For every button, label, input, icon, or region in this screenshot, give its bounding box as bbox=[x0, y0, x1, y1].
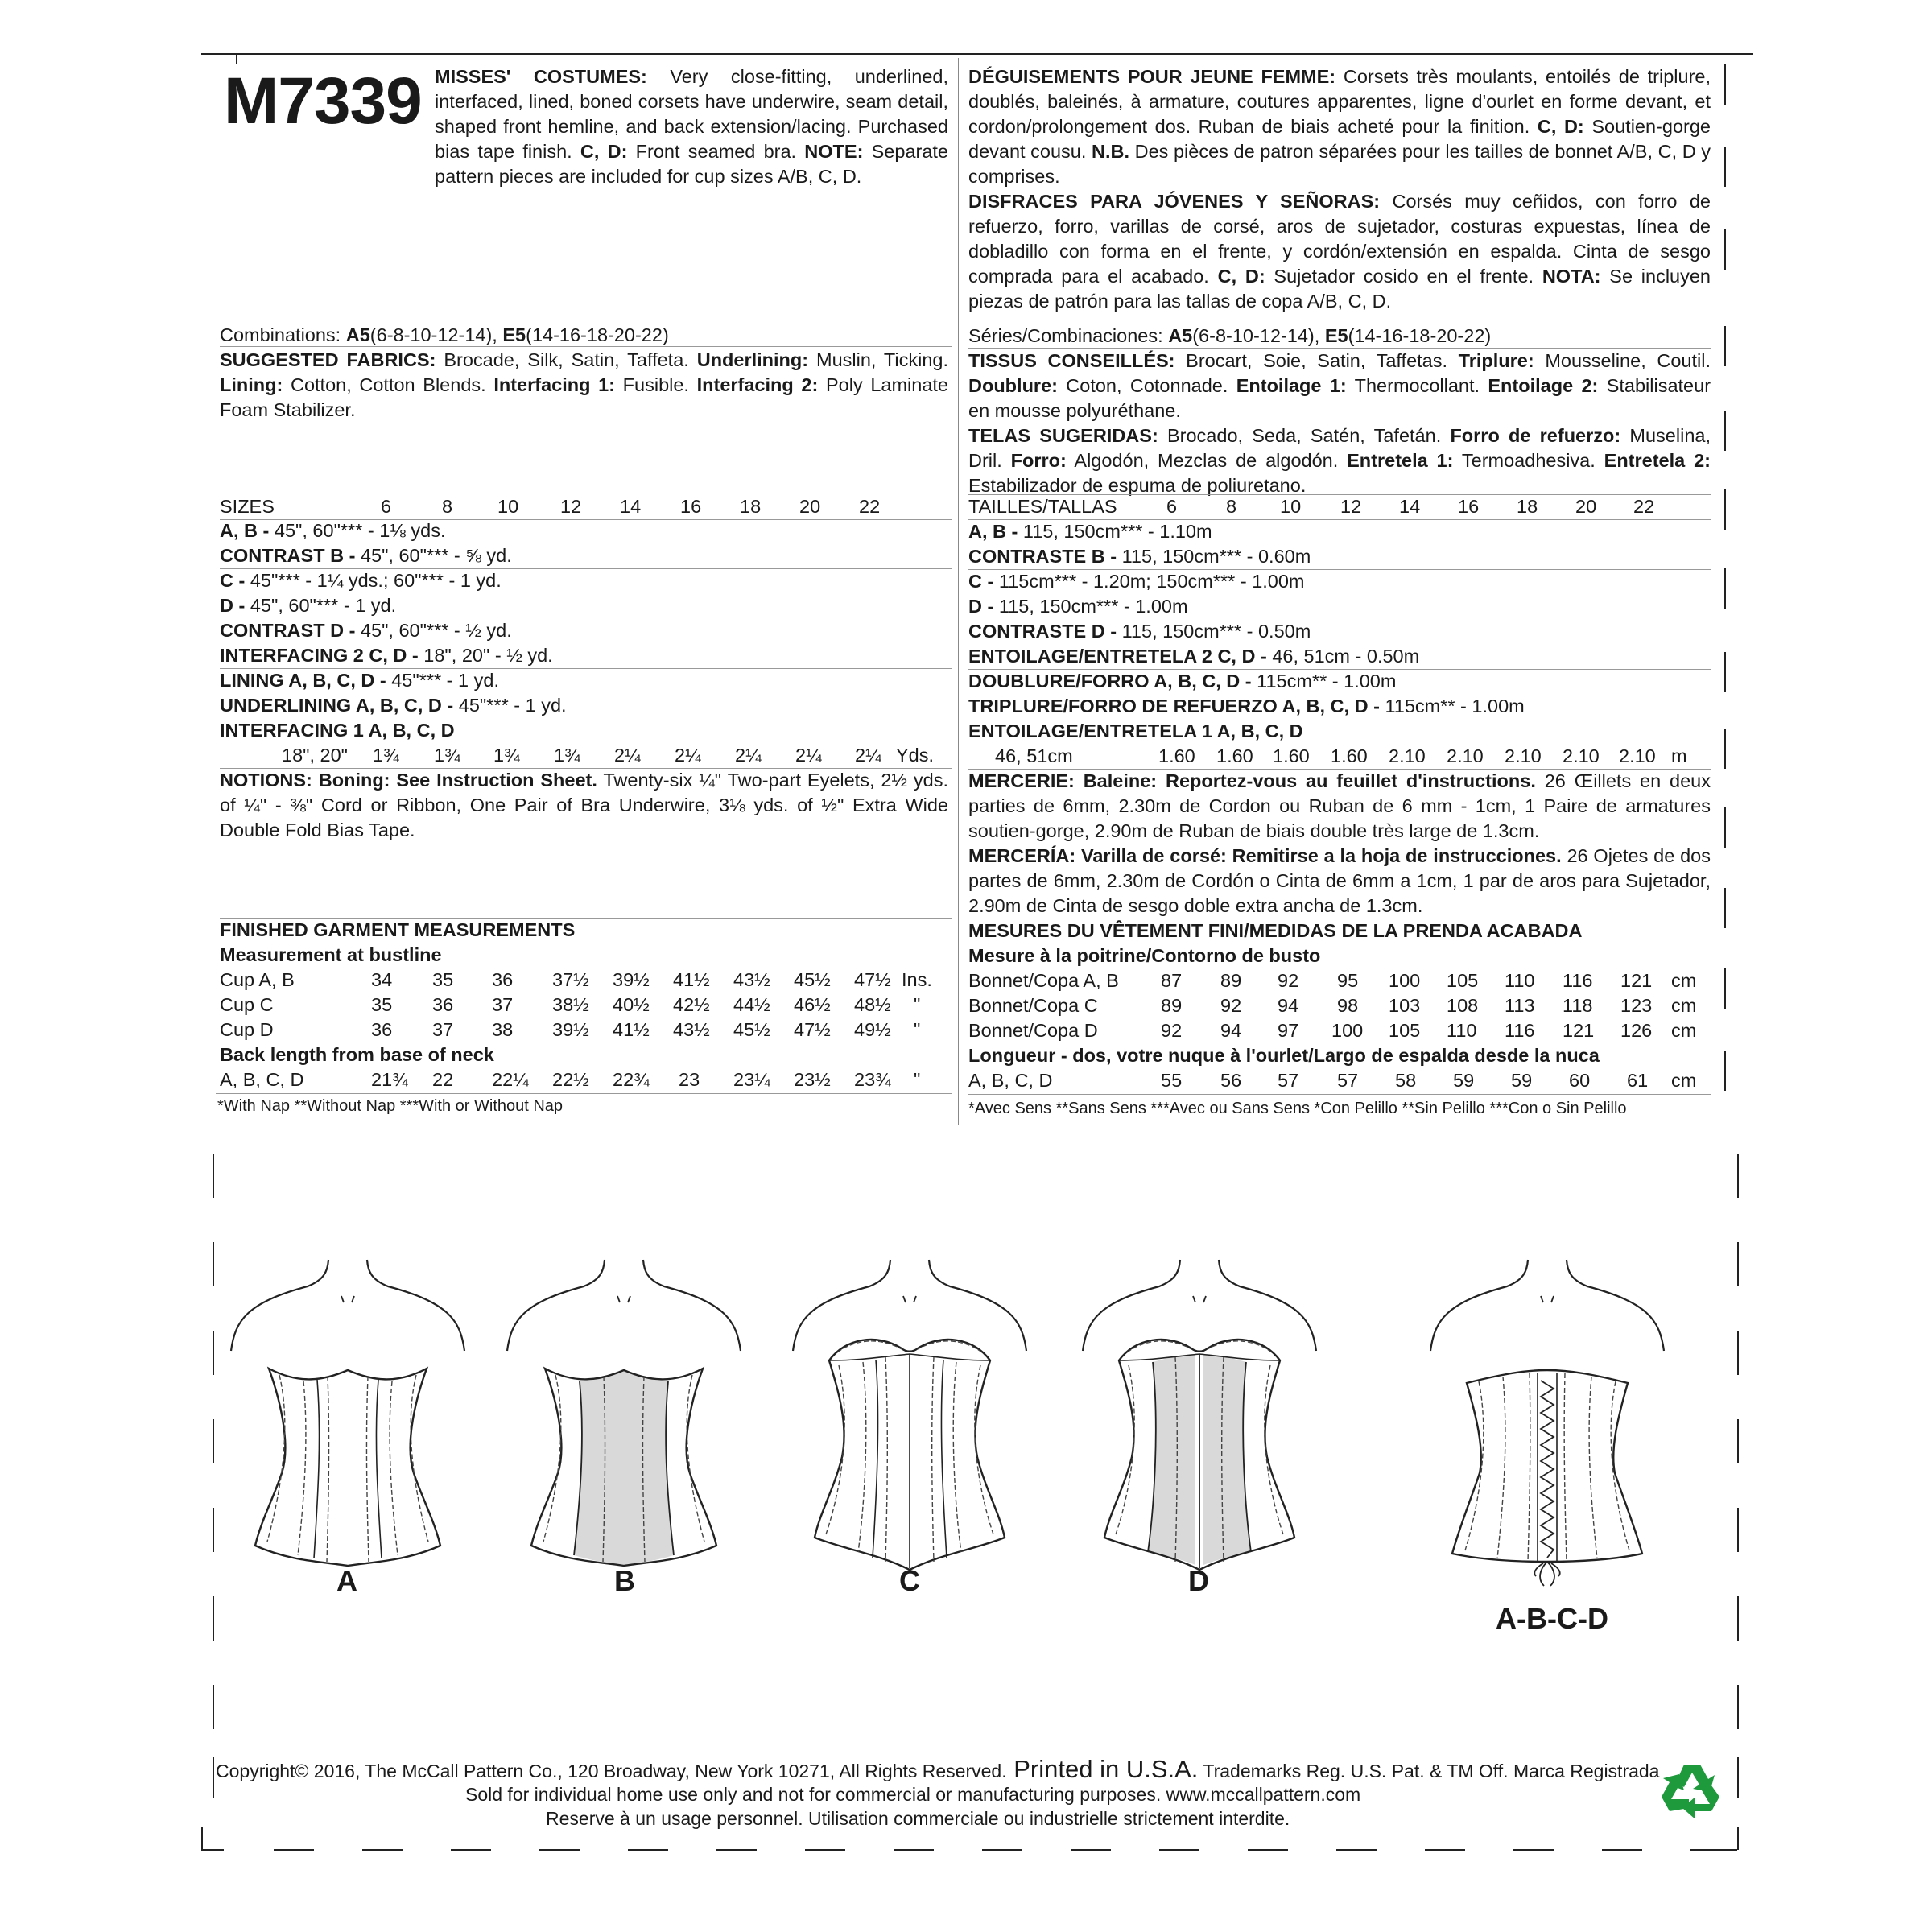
yardage-row: INTERFACING 2 C, D - 18", 20" - ½ yd. bbox=[220, 645, 553, 666]
reserve-line: Reserve à un usage personnel. Utilisation commerciale ou industrielle strictement interdite. bbox=[546, 1808, 1290, 1829]
size: 6 bbox=[381, 496, 392, 517]
size: 10 bbox=[497, 496, 519, 517]
mercerie: MERCERIE: Baleine: Reportez-vous au feuillet d'instructions. 26 Œillets en deux parties de 6mm, 2.30m de Cordon ou Ruban de 6 mm - 1cm, 1 Paire de armatures soutien-gorge, 2.90m de Ruban de biais double très large de 1.3cm. bbox=[968, 770, 1711, 841]
yardage-row: D - 115, 150cm*** - 1.00m bbox=[968, 596, 1188, 617]
recycle-icon bbox=[1660, 1761, 1724, 1823]
description-es: DISFRACES PARA JÓVENES Y SEÑORAS: Corsés muy ceñidos, con forro de refuerzo, forro, varillas de corsé, aros de sujetador, costuras expuestas, línea de dobladillo con forma en el frente, y cordón/extensión en espalda. Cinta de sesgo comprada para el acabado. C, D: Sujetador cosido en el frente. NOTA: Se incluyen piezas de patrón para las tallas de copa A/B, C, D. bbox=[968, 191, 1711, 312]
bust-row-fr: Bonnet/Copa C 89 92 94 98 103 108 113 118 123 cm bbox=[968, 995, 1697, 1016]
yardage-row: CONTRAST B - 45", 60"*** - ⅝ yd. bbox=[220, 545, 512, 566]
view-label-c: C bbox=[899, 1564, 920, 1597]
suggested-fabrics-en: SUGGESTED FABRICS: Brocade, Silk, Satin, Taffeta. Underlining: Muslin, Ticking. Lining: Cotton, Cotton Blends. Interfacing 1: Fusible. Interfacing 2: Poly Laminate Foam Stabilizer. bbox=[220, 349, 948, 420]
view-label-abcd: A-B-C-D bbox=[1496, 1602, 1608, 1635]
yardage-row: TRIPLURE/FORRO DE REFUERZO A, B, C, D - 115cm** - 1.00m bbox=[968, 696, 1525, 716]
view-a-illustration bbox=[231, 1260, 464, 1566]
yardage-row: DOUBLURE/FORRO A, B, C, D - 115cm** - 1.00m bbox=[968, 671, 1397, 691]
view-b-illustration bbox=[507, 1260, 741, 1566]
yardage-row: UNDERLINING A, B, C, D - 45"*** - 1 yd. bbox=[220, 695, 567, 716]
size: 12 bbox=[560, 496, 582, 517]
view-c-illustration bbox=[793, 1260, 1026, 1570]
sizes-row-fr: TAILLES/TALLAS 6 8 10 12 14 16 18 20 22 bbox=[968, 496, 1655, 517]
bust-row-fr: Bonnet/Copa D 92 94 97 100 105 110 116 121 126 cm bbox=[968, 1020, 1697, 1041]
yardage-row: C - 45"*** - 1¼ yds.; 60"*** - 1 yd. bbox=[220, 570, 502, 591]
size: 20 bbox=[799, 496, 821, 517]
sold-line: Sold for individual home use only and not for commercial or manufacturing purposes. www.mccallpattern.com bbox=[465, 1784, 1361, 1805]
telas-sugeridas: TELAS SUGERIDAS: Brocado, Seda, Satén, Tafetán. Forro de refuerzo: Muselina, Dril. Forro: Algodón, Mezclas de algodón. Entretela 1: Termoadhesiva. Entretela 2: Estabilizador de espuma de poliuretano. bbox=[968, 425, 1711, 496]
back-row-fr: A, B, C, D 55 56 57 57 58 59 59 60 61 cm bbox=[968, 1070, 1697, 1091]
nap-note-en: *With Nap **Without Nap ***With or Without Nap bbox=[217, 1097, 564, 1115]
bust-row-en: Cup D 36 37 38 39½ 41½ 43½ 45½ 47½ 49½ " bbox=[220, 1019, 921, 1040]
bust-row-fr: Bonnet/Copa A, B 87 89 92 95 100 105 110 116 121 cm bbox=[968, 970, 1697, 991]
back-row-en: A, B, C, D 21¾ 22 22¼ 22½ 22¾ 23 23¼ 23½ 23¾ " bbox=[220, 1069, 921, 1090]
yardage-row: ENTOILAGE/ENTRETELA 1 A, B, C, D bbox=[968, 720, 1303, 741]
finished-title-en: FINISHED GARMENT MEASUREMENTS bbox=[220, 919, 576, 940]
yardage-row: C - 115cm*** - 1.20m; 150cm*** - 1.00m bbox=[968, 571, 1305, 592]
back-title-fr: Longueur - dos, votre nuque à l'ourlet/Largo de espalda desde la nuca bbox=[968, 1045, 1600, 1066]
finished-title-fr: MESURES DU VÊTEMENT FINI/MEDIDAS DE LA PRENDA ACABADA bbox=[968, 920, 1583, 941]
view-d-illustration bbox=[1083, 1260, 1316, 1570]
size: 8 bbox=[442, 496, 453, 517]
yardage-row: INTERFACING 1 A, B, C, D bbox=[220, 720, 455, 741]
size: 16 bbox=[680, 496, 702, 517]
nap-note-fr: *Avec Sens **Sans Sens ***Avec ou Sans Sens *Con Pelillo **Sin Pelillo ***Con o Sin Pelillo bbox=[968, 1100, 1627, 1117]
bust-row-en: Cup A, B 34 35 36 37½ 39½ 41½ 43½ 45½ 47½ Ins. bbox=[220, 969, 932, 990]
yardage-row: D - 45", 60"*** - 1 yd. bbox=[220, 595, 397, 616]
view-back-illustration bbox=[1430, 1260, 1664, 1586]
size: 18 bbox=[740, 496, 762, 517]
view-label-a: A bbox=[336, 1564, 357, 1597]
description-fr: DÉGUISEMENTS POUR JEUNE FEMME: Corsets très moulants, entoilés de triplure, doublés, baleinés, à armature, coutures apparentes, ligne d'ourlet en forme devant, et cordon/prolongement dos. Ruban de biais acheté pour la finition. C, D: Soutien-gorge devant cousu. N.B. Des pièces de patron séparées pour les tailles de bonnet A/B, C, D y comprises. bbox=[968, 66, 1711, 187]
tissus-conseilles: TISSUS CONSEILLÉS: Brocart, Soie, Satin, Taffetas. Triplure: Mousseline, Coutil. Doublure: Coton, Cotonnade. Entoilage 1: Thermocollant. Entoilage 2: Stabilisateur en mousse polyuréthane. bbox=[968, 350, 1711, 421]
merceria: MERCERÍA: Varilla de corsé: Remitirse a la hoja de instrucciones. 26 Ojetes de dos partes de 6mm, 2.30m de Cordón o Cinta de 6mm a 1cm, 1 par de aros para Sujetador, 2.90m de Cinta de sesgo doble extra ancha de 1.3cm. bbox=[968, 845, 1711, 916]
yardage-row: A, B - 115, 150cm*** - 1.10m bbox=[968, 521, 1212, 542]
notions-en: NOTIONS: Boning: See Instruction Sheet. Twenty-six ¼" Two-part Eyelets, 2½ yds. of ¼" - ⅜" Cord or Ribbon, One Pair of Bra Underwire, 3⅛ yds. of ½" Extra Wide Double Fold Bias Tape. bbox=[220, 770, 948, 840]
pattern-number: M7339 bbox=[224, 64, 422, 138]
size: 22 bbox=[859, 496, 881, 517]
size: 14 bbox=[620, 496, 642, 517]
sizes-label: SIZES bbox=[220, 496, 275, 517]
combinations-fr: Séries/Combinaciones: A5(6-8-10-12-14), E5(14-16-18-20-22) bbox=[968, 325, 1492, 346]
back-title-en: Back length from base of neck bbox=[220, 1044, 494, 1065]
view-label-b: B bbox=[614, 1564, 635, 1597]
yardage-row: CONTRASTE B - 115, 150cm*** - 0.60m bbox=[968, 546, 1311, 567]
description-en: MISSES' COSTUMES: Very close-fitting, underlined, interfaced, lined, boned corsets have underwire, seam detail, shaped front hemline, and back extension/lacing. Purchased bias tape finish. C, D: Front seamed bra. NOTE: Separate pattern pieces are included for cup sizes A/B, C, D. bbox=[435, 66, 949, 187]
yardage-row: CONTRAST D - 45", 60"*** - ½ yd. bbox=[220, 620, 512, 641]
copyright-line: Copyright© 2016, The McCall Pattern Co., 120 Broadway, New York 10271, All Rights Reserved. Printed in U.S.A. Trademarks Reg. U.S. Pat. & TM Off. Marca Registrada bbox=[216, 1755, 1660, 1783]
view-label-d: D bbox=[1188, 1564, 1209, 1597]
bust-row-en: Cup C 35 36 37 38½ 40½ 42½ 44½ 46½ 48½ " bbox=[220, 994, 921, 1015]
yardage-row: CONTRASTE D - 115, 150cm*** - 0.50m bbox=[968, 621, 1311, 642]
entoilage1-row: 46, 51cm 1.60 1.60 1.60 1.60 2.10 2.10 2.10 2.10 2.10 m bbox=[995, 745, 1687, 766]
combinations-en: Combinations: A5(6-8-10-12-14), E5(14-16-18-20-22) bbox=[220, 324, 669, 345]
interfacing1-row: 18", 20" 1¾ 1¾ 1¾ 1¾ 2¼ 2¼ 2¼ 2¼ 2¼ Yds. bbox=[282, 745, 935, 766]
yardage-row: LINING A, B, C, D - 45"*** - 1 yd. bbox=[220, 670, 499, 691]
bustline-title-fr: Mesure à la poitrine/Contorno de busto bbox=[968, 945, 1321, 966]
yardage-row: A, B - 45", 60"*** - 1⅛ yds. bbox=[220, 520, 446, 541]
bustline-title-en: Measurement at bustline bbox=[220, 944, 442, 965]
yardage-row: ENTOILAGE/ENTRETELA 2 C, D - 46, 51cm - 0.50m bbox=[968, 646, 1420, 667]
